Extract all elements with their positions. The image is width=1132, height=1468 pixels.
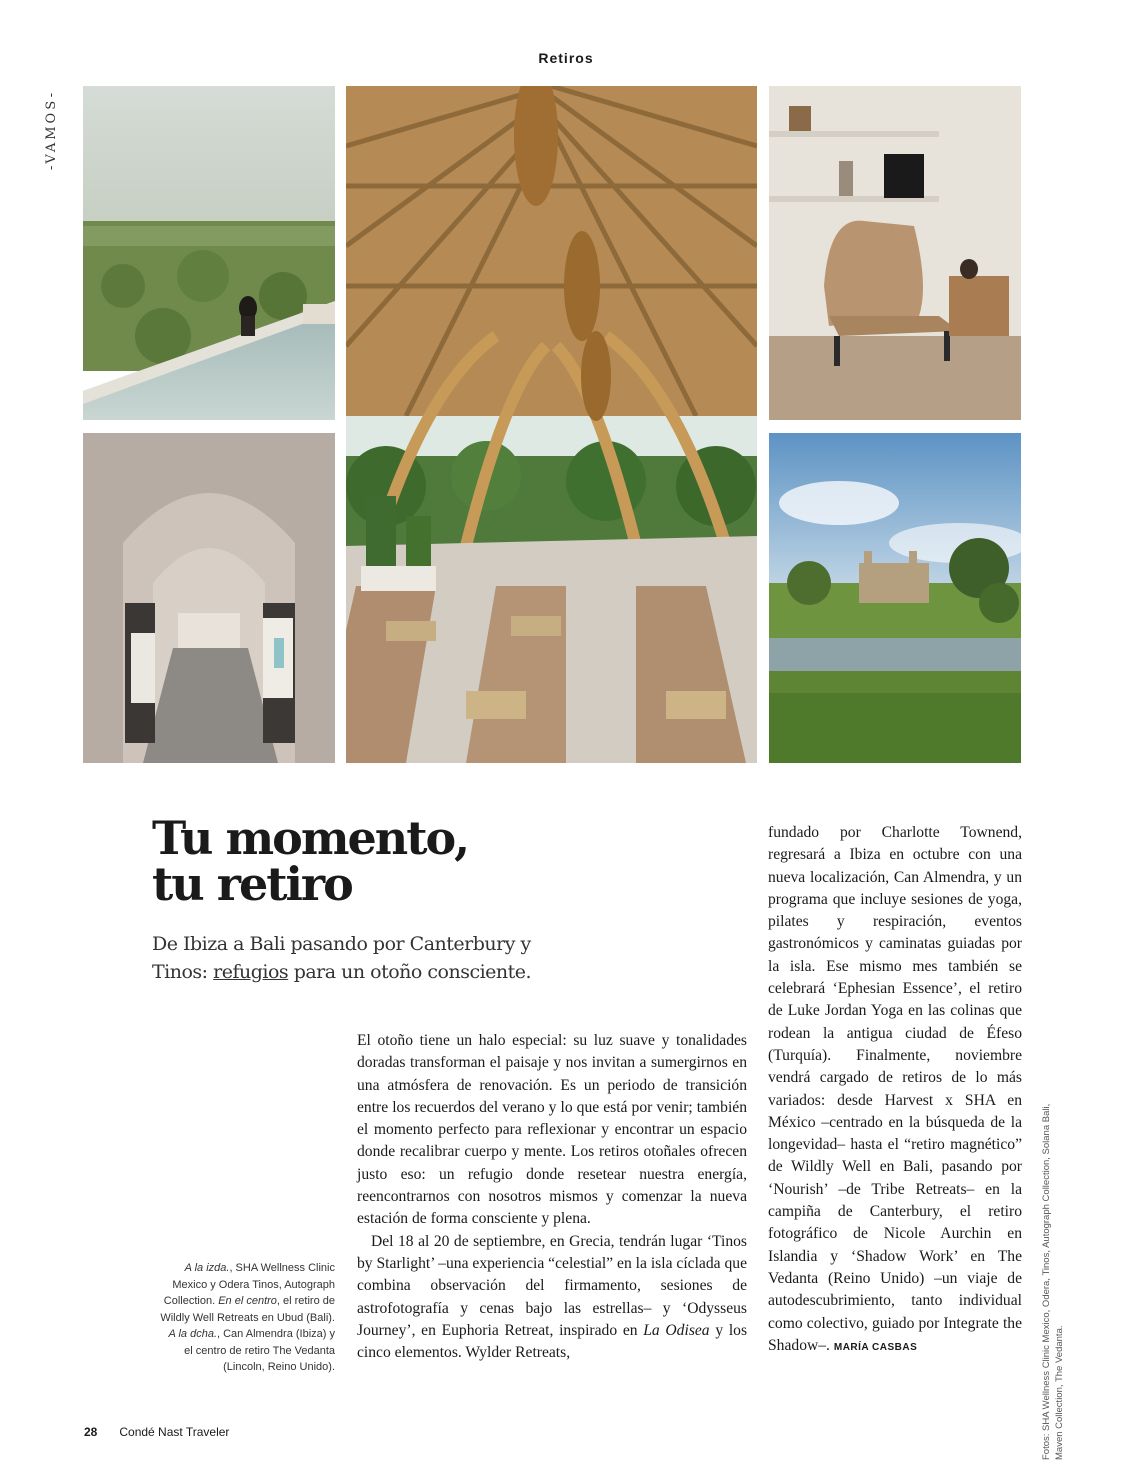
caption-right-text: , Can Almendra (Ibiza) y el centro de retiro The Vedanta (Lincoln, Reino Unido).: [184, 1328, 335, 1373]
photo-credits: Fotos: SHA Wellness Clinic Mexico, Odera, Tinos, Autograph Collection, Solana Bali, Maven Collection, The Vedanta.: [1041, 1103, 1065, 1460]
page-number: 28: [84, 1425, 98, 1439]
bamboo-yoga-photo: [346, 86, 757, 763]
deck-text-end: para un otoño consciente.: [288, 961, 532, 983]
title-line-1: Tu momento,: [152, 811, 469, 865]
deck-text: De Ibiza a Bali pasando por Canterbury y Tinos:: [152, 933, 531, 983]
section-label: Retiros: [538, 50, 594, 66]
caption-center-label: En el centro: [218, 1295, 277, 1307]
deck-underlined-word: refugios: [213, 961, 289, 983]
magazine-name: Condé Nast Traveler: [119, 1425, 230, 1439]
caption-left-label: A la izda.: [184, 1262, 230, 1274]
caption-center-text: , el retiro de Wildly Well Retreats en Ubud (Bali).: [160, 1295, 335, 1324]
caption-right-label: A la dcha.: [168, 1328, 217, 1340]
paragraph-2-continued: [768, 822, 1022, 1359]
photo-caption: [160, 1260, 335, 1376]
paragraph-2-continued-text: fundado por Charlotte Townend, regresará a Ibiza en octubre con una nueva localización, Can Almendra, y un programa que incluye sesiones de yoga, pilates y respiración, eventos gastronómicos y caminatas guiadas por la isla. Ese mismo mes también se celebrará ‘Ephesian Essence’, el retiro de Luke Jordan Yoga en las colinas que rodean la antigua ciudad de Éfeso (Turquía). Finalmente, noviembre vendrá cargado de retiros de lo más variados: desde Harvest x SHA en México –centrado en la búsqueda de la longevidad– hasta el “retiro magnético” de Wildly Well en Bali, pasando por ‘Nourish’ –de Tribe Retreats– en la campiña de Canterbury, el retiro fotográfico de Nicole Aurchin en Islandia y ‘Shadow Work’ en The Vedanta (Reino Unido) –un viaje de autodescubrimiento, tanto individual como colectivo, guiado por Integrate the Shadow–.: [768, 824, 1022, 1354]
page-footer: [84, 1425, 229, 1439]
title-line-2: tu retiro: [152, 857, 352, 911]
side-tag: -VAMOS-: [44, 90, 59, 171]
author-byline: MARÍA CASBAS: [833, 1341, 918, 1353]
paragraph-2-text: Del 18 al 20 de septiembre, en Grecia, tendrán lugar ‘Tinos by Starlight’ –una experiencia “celestial” en la isla cíclada que combina observación del firmamento, sesiones de astrofotografía y cenas bajo las estrellas– y ‘Odysseus Journey’, en Euphoria Retreat, inspirado en: [357, 1232, 747, 1339]
paragraph-2-end: y los cinco elementos. Wylder Retreats,: [357, 1321, 748, 1362]
infinity-pool-photo: [83, 86, 335, 420]
body-column-2: [768, 822, 1022, 1359]
arched-spa-photo: [83, 433, 335, 763]
book-title: La Odisea: [643, 1321, 710, 1339]
article-title: [152, 811, 512, 911]
paragraph-1: El otoño tiene un halo especial: su luz suave y tonalidades doradas transforman el paisaje y nos invitan a sumergirnos en una atmósfera de renovación. Es un periodo de transición entre los recuerdos del verano y lo que está por venir; también el momento perfecto para reflexionar y encontrar un espacio donde recalibrar cuerpo y mente. Los retiros otoñales ofrecen justo eso: un refugio donde resetear nuestra energía, reencontrarnos con nosotros mismos y comenzar la nueva estación de forma consciente y plena.: [357, 1032, 747, 1228]
manor-house-photo: [769, 433, 1021, 763]
lounge-chair-photo: [769, 86, 1021, 420]
caption-left-text: , SHA Wellness Clinic Mexico y Odera Tinos, Autograph Collection.: [163, 1262, 335, 1307]
paragraph-2: [357, 1231, 747, 1365]
body-column-1: [357, 1030, 747, 1364]
article-deck: [152, 930, 572, 986]
